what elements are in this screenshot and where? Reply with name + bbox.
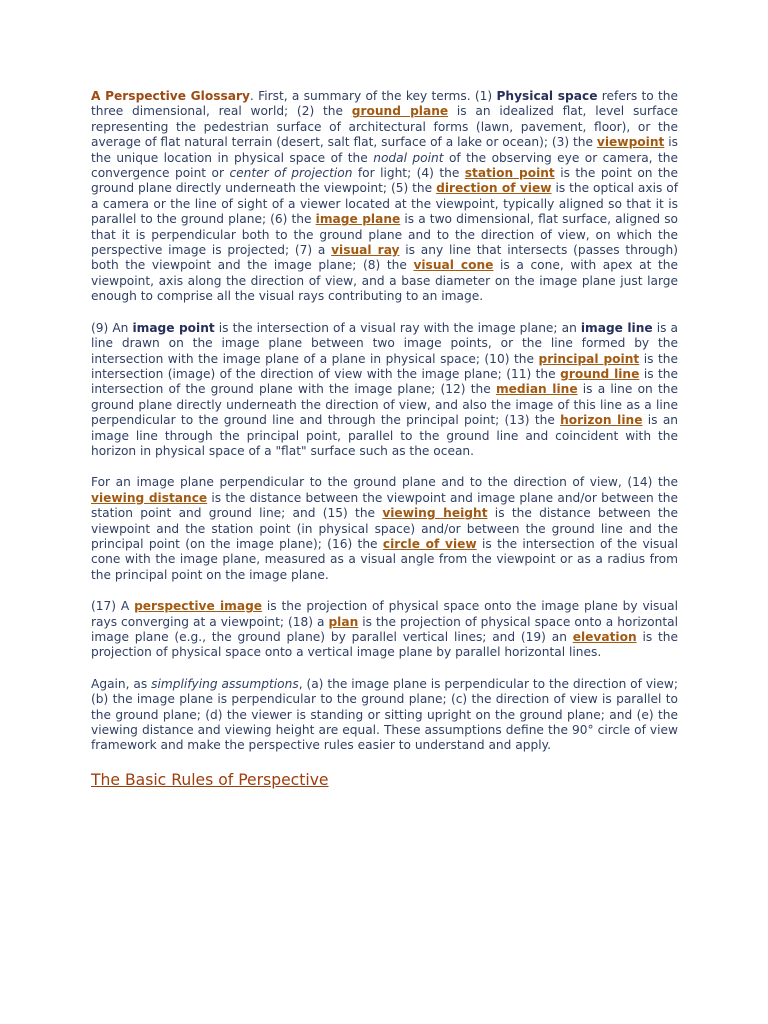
- text-run: of the observing eye or camera, the convergence point or: [91, 150, 678, 181]
- paragraph-assumptions: [91, 677, 678, 754]
- glossary-term-link[interactable]: ground plane: [351, 104, 449, 119]
- glossary-term-link[interactable]: median line: [495, 382, 578, 397]
- section-heading[interactable]: The Basic Rules of Perspective: [91, 770, 329, 789]
- glossary-term-link[interactable]: perspective image: [134, 599, 263, 614]
- paragraph-image-terms: [91, 321, 678, 460]
- text-run: is an image line through the principal point, parallel to the ground line and coincident with the horizon in physical space of a "flat" surface such as the ocean.: [91, 413, 679, 458]
- paragraph-viewing-terms: [91, 475, 678, 583]
- glossary-term-link[interactable]: viewpoint: [596, 135, 665, 150]
- glossary-term-link[interactable]: direction of view: [436, 181, 552, 196]
- glossary-term-link[interactable]: ground line: [560, 366, 640, 381]
- glossary-term-link[interactable]: plan: [328, 614, 359, 629]
- bold-term: Physical space: [496, 89, 598, 103]
- text-run: is any line that intersects (passes through) both the viewpoint and the image plane; (8) the: [91, 243, 678, 273]
- text-run: is the intersection of the ground plane with the image plane; (12) the: [91, 366, 678, 397]
- italic-term: center of projection: [229, 166, 353, 181]
- text-run: is the projection of physical space onto the image plane by visual rays converging at a viewpoint; (18) a: [91, 599, 678, 629]
- text-run: is a cone, with apex at the viewpoint, axis along the direction of view, and a base diameter on the image plane just large enough to comprise all the visual rays contributing to an image.: [91, 258, 678, 304]
- glossary-term-link[interactable]: elevation: [572, 630, 637, 644]
- glossary-term-link[interactable]: viewing height: [382, 506, 488, 521]
- text-run: is the point on the ground plane directly underneath the viewpoint; (5) the: [91, 166, 678, 196]
- glossary-term-link[interactable]: visual ray: [331, 243, 400, 258]
- glossary-term-link[interactable]: image plane: [315, 212, 401, 227]
- text-run: (9) An: [91, 320, 133, 335]
- glossary-title: A Perspective Glossary: [91, 89, 250, 103]
- text-run: refers to the three dimensional, real world; (2) the: [91, 89, 679, 119]
- text-run: is a two dimensional, flat surface, aligned so that it is perpendicular both to the ground plane and to the direction of view, on which the perspective image is projected; (7) a: [91, 212, 678, 258]
- text-run: is the intersection (image) of the direction of view with the image plane; (11) the: [91, 351, 678, 381]
- text-run: , (a) the image plane is perpendicular to the direction of view; (b) the image plane is perpendicular to the ground plane; (c) the direction of view is parallel to the ground plane; (d) the viewer is standing or sitting upright on the ground plane; and (e) the viewing distance and viewing height are equal. These assumptions define the 90° circle of view framework and make the perspective rules easier to understand and apply.: [91, 676, 678, 753]
- italic-term: nodal point: [373, 150, 444, 165]
- text-run: is a line on the ground plane directly underneath the direction of view, and also the image of this line as a line perpendicular to the ground line and through the principal point; (13) the: [91, 382, 678, 428]
- text-run: is the intersection of a visual ray with the image plane; an: [214, 320, 581, 335]
- text-run: is an idealized flat, level surface representing the pedestrian surface of architectural forms (lawn, pavement, floor), or the average of flat natural terrain (desert, salt flat, surface of a lake or ocean); (3) the: [91, 104, 678, 150]
- text-run: . First, a summary of the key terms. (1): [249, 89, 497, 103]
- glossary-term-link[interactable]: visual cone: [413, 258, 494, 273]
- text-run: is the distance between the viewpoint and the station point (in physical space) and/or between the ground line and the principal point (on the image plane); (16) the: [91, 506, 678, 551]
- glossary-term-link[interactable]: station point: [464, 166, 555, 181]
- bold-term: image point: [132, 320, 215, 335]
- text-run: is a line drawn on the image plane between two image points, or the line formed by the intersection with the image plane of a plane in physical space; (10) the: [91, 320, 678, 366]
- glossary-term-link[interactable]: principal point: [538, 351, 640, 366]
- text-run: is the intersection of the visual cone with the image plane, measured as a visual angle from the viewpoint or as a radius from the principal point on the image plane.: [91, 536, 678, 582]
- text-run: is the unique location in physical space of the: [91, 135, 678, 165]
- text-run: (17) A: [91, 599, 135, 614]
- glossary-term-link[interactable]: horizon line: [560, 413, 643, 428]
- paragraph-glossary-intro: [91, 89, 678, 305]
- text-run: is the optical axis of a camera or the line of sight of a viewer located at the viewpoint, typically aligned so that it is parallel to the ground plane; (6) the: [91, 181, 679, 227]
- text-run: Again, as: [91, 676, 152, 691]
- glossary-term-link[interactable]: circle of view: [382, 536, 477, 551]
- paragraph-projection-terms: [91, 599, 678, 661]
- document-body: [91, 89, 678, 790]
- bold-term: image line: [580, 320, 653, 335]
- italic-term: simplifying assumptions: [151, 676, 299, 691]
- glossary-term-link[interactable]: viewing distance: [91, 490, 208, 505]
- text-run: is the projection of physical space onto a horizontal image plane (e.g., the ground plane) by parallel vertical lines; and (19) an: [91, 614, 678, 644]
- text-run: For an image plane perpendicular to the ground plane and to the direction of view, (14) the: [91, 475, 678, 490]
- text-run: is the distance between the viewpoint and image plane and/or between the station point and ground line; and (15) the: [91, 490, 679, 521]
- text-run: for light; (4) the: [352, 166, 465, 181]
- text-run: is the projection of physical space onto a vertical image plane by parallel horizontal lines.: [91, 630, 678, 660]
